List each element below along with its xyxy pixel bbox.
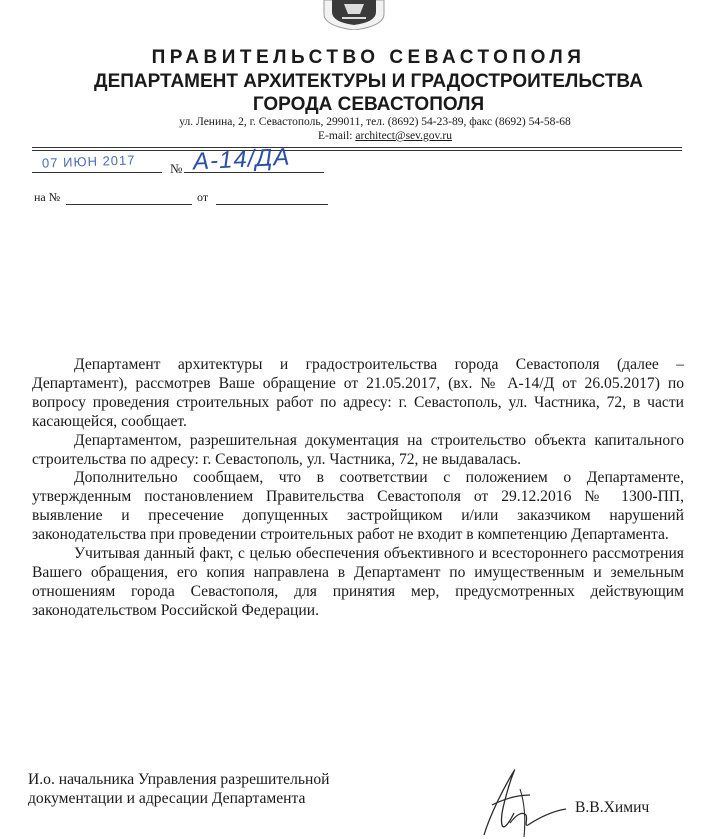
body-paragraph: Департамент архитектуры и градостроительства города Севастополя (далее – Департамент), рассмотрев Ваше обращение от 21.05.2017, (вх. № А-14/Д от 26.05.2017) по вопросу проведения строительных работ по адресу: г. Севастополь, ул. Частника, 72, в части касающейся, сообщает. <box>32 356 684 430</box>
government-title: ПРАВИТЕЛЬСТВО СЕВАСТОПОЛЯ <box>151 47 586 68</box>
address-line: ул. Ленина, 2, г. Севастополь, 299011, тел. (8692) 54-23-89, факс (8692) 54-58-68 <box>179 116 571 128</box>
header-divider <box>32 147 682 148</box>
email-line <box>140 129 610 143</box>
email-label: E-mail: <box>318 130 353 142</box>
position-line: И.о. начальника Управления разрешительной <box>28 771 330 788</box>
handwritten-signature-icon <box>470 765 580 839</box>
date-stamp: 07 ИЮН 2017 <box>41 152 136 171</box>
number-sign: № <box>170 161 183 176</box>
body-paragraph: Департаментом, разрешительная документация на строительство объекта капитального строительства по адресу: г. Севастополь, ул. Частника, 72, не выдавалась. <box>32 431 684 468</box>
position-line: документации и адресации Департамента <box>28 790 306 807</box>
email-link[interactable]: architect@sev.gov.ru <box>355 130 452 142</box>
reply-to-label: на № <box>34 190 61 204</box>
from-label: от <box>197 190 209 204</box>
contact-block <box>140 115 610 143</box>
body-paragraph: Учитывая данный факт, с целью обеспечения объективного и всестороннего рассмотрения Вашего обращения, его копия направлена в Департамент по имущественным и земельным отношениям города Севастополя, для принятия мер, предусмотренных действующим законодательством Российской Федерации. <box>32 545 684 619</box>
letter-body <box>32 356 684 621</box>
city-title: ГОРОДА СЕВАСТОПОЛЯ <box>252 94 485 115</box>
department-title: ДЕПАРТАМЕНТ АРХИТЕКТУРЫ И ГРАДОСТРОИТЕЛЬСТВА <box>94 71 643 92</box>
number-underline <box>184 172 324 173</box>
from-underline <box>216 204 328 205</box>
reply-to-underline <box>66 204 192 205</box>
handwritten-number: А-14/ДА <box>192 143 291 176</box>
body-paragraph: Дополнительно сообщаем, что в соответствии с положением о Департаменте, утвержденным постановлением Правительства Севастополя от 29.12.2016 № 1300-ПП, выявление и пресечение допущенных застройщиком и/или заказчиком нарушений законодательства при проведении строительных работ не входит в компетенцию Департамента. <box>32 469 684 544</box>
date-underline <box>32 172 162 173</box>
coat-of-arms-icon <box>318 0 390 30</box>
signatory-position <box>28 770 448 808</box>
signatory-name: В.В.Химич <box>575 799 650 816</box>
